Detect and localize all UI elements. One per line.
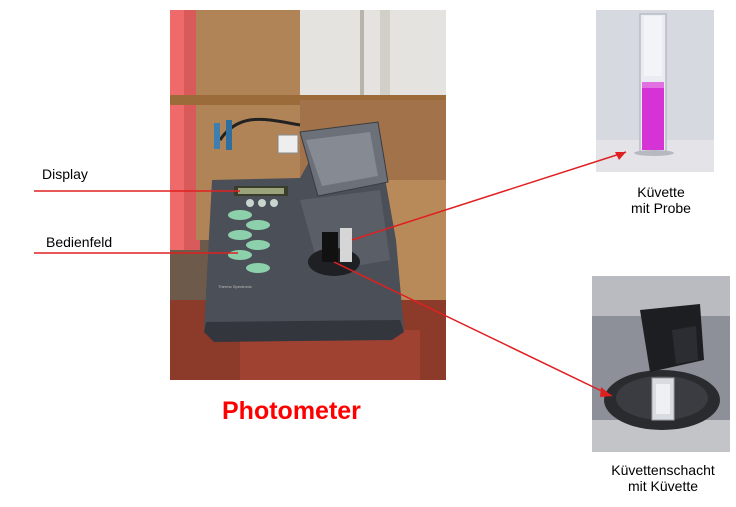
label-kuevette-line1: Küvette bbox=[637, 184, 685, 200]
label-kuevettenschacht bbox=[588, 462, 736, 494]
label-kuevettenschacht-line1: Küvettenschacht bbox=[611, 462, 715, 478]
photometer-title: Photometer bbox=[222, 397, 361, 425]
label-bedienfeld: Bedienfeld bbox=[46, 234, 113, 250]
device-brand: Thermo Spectronic bbox=[218, 284, 252, 289]
cuvette-slot-photo bbox=[592, 276, 730, 452]
label-kuevette-probe bbox=[616, 184, 706, 216]
cuvette-sample-photo bbox=[596, 10, 714, 172]
label-display: Display bbox=[42, 166, 88, 182]
label-kuevettenschacht-line2: mit Küvette bbox=[627, 478, 699, 494]
label-kuevette-line2: mit Probe bbox=[631, 200, 691, 216]
photometer-photo bbox=[170, 10, 446, 380]
